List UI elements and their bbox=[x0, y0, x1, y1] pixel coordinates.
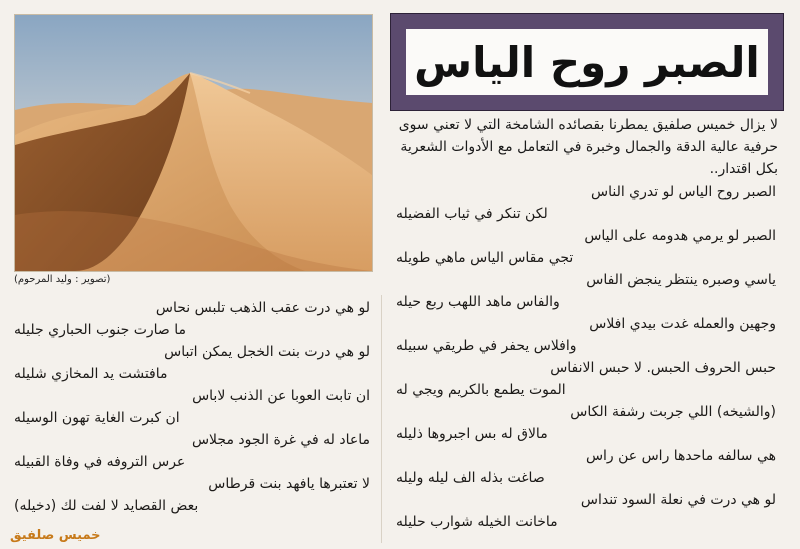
verse-line: لا تعتبرها يافهد بنت قرطاس bbox=[208, 476, 370, 492]
column-divider bbox=[381, 295, 382, 543]
verse-line: الموت يطمع بالكريم ويجي له bbox=[396, 382, 566, 398]
desert-dunes-image bbox=[15, 15, 372, 271]
verse-line: بعض القصايد لا لفت لك (دخيله) bbox=[14, 498, 199, 514]
photo-caption-text: (تصوير : وليد المرحوم) bbox=[14, 274, 111, 285]
verse-line: لو هي درت بنت الخجل يمكن اتباس bbox=[164, 344, 370, 360]
verse-line: مالاق له بس اجبروها ذليله bbox=[396, 426, 548, 442]
verse-line: حبس الحروف الحبس. لا حبس الانفاس bbox=[550, 360, 776, 376]
verse-line: تجي مقاس الياس ماهي طويله bbox=[396, 250, 574, 266]
verse-line: ما صارت جنوب الحباري جليله bbox=[14, 322, 187, 338]
intro-text: لا يزال خميس صلفيق يمطرنا بقصائده الشامخة التي لا تعني سوى حرفية عالية الدقة والجمال وخبرة في التعامل مع الأدوات الشعرية بكل اقتدار.. bbox=[398, 117, 778, 177]
verse-line: (والشيخه) اللي جربت رشفة الكاس bbox=[570, 404, 776, 420]
verse-line: ماعاد له في غرة الجود مجلاس bbox=[191, 432, 370, 448]
verse-line: الصبر لو يرمي هدومه على الياس bbox=[584, 228, 776, 244]
verse-line: مافتشت يد المخازي شليله bbox=[14, 366, 168, 382]
poet-signature: خميس صلفيق bbox=[10, 528, 101, 543]
verse-line: ان كبرت الغاية تهون الوسيله bbox=[14, 410, 180, 426]
verse-line: وجهين والعمله غدت بيدي افلاس bbox=[589, 316, 776, 332]
verse-line: ان تابت العوبا عن الذنب لاباس bbox=[192, 388, 370, 404]
verse-line: والفاس ماهد اللهب ربع حيله bbox=[396, 294, 560, 310]
verse-line: لو هي درت عقب الذهب تلبس نحاس bbox=[155, 300, 370, 316]
verse-line: ماخانت الخيله شوارب حليله bbox=[396, 514, 558, 530]
verse-line: الصبر روح الياس لو تدري الناس bbox=[591, 184, 776, 200]
intro-paragraph bbox=[392, 114, 778, 180]
poem-column-right bbox=[392, 181, 778, 543]
verse-line: صاغت بذله الف ليله وليله bbox=[396, 470, 545, 486]
desert-photo bbox=[14, 14, 373, 272]
photo-caption bbox=[14, 274, 371, 285]
title-frame bbox=[406, 29, 768, 95]
title-banner bbox=[390, 13, 784, 111]
verse-line: لو هي درت في نعلة السود تنداس bbox=[580, 492, 776, 508]
verse-line: عرس التروفه في وفاة القبيله bbox=[14, 454, 186, 470]
poem-column-left bbox=[10, 297, 374, 547]
verse-line: ياسي وصبره ينتظر ينجض الفاس bbox=[586, 272, 776, 288]
verse-line: لكن تنكر في ثياب الفضيله bbox=[396, 206, 548, 222]
verse-line: هي سالفه ماحدها راس عن راس bbox=[585, 448, 776, 464]
verse-line: وافلاس يحفر في طريقي سبيله bbox=[396, 338, 577, 354]
article-title: الصبر روح الياس bbox=[414, 37, 760, 87]
